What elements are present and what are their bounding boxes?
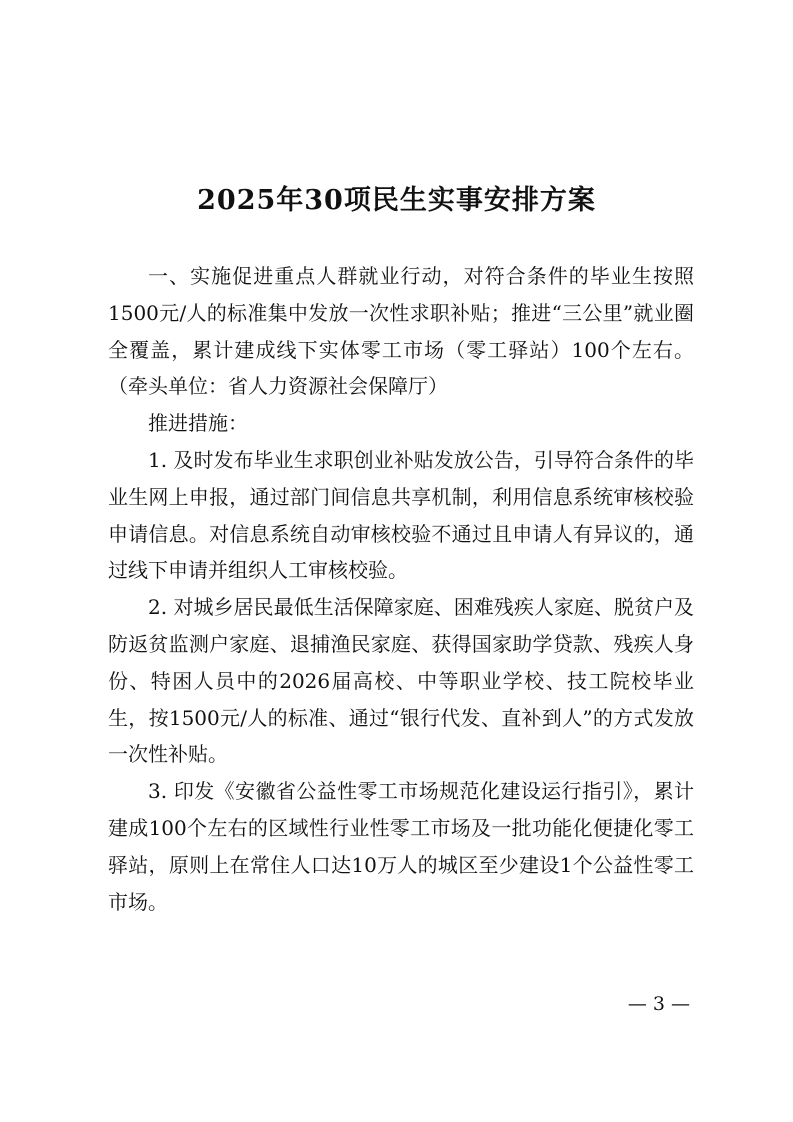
document-title: 2025年30项民生实事安排方案 [197, 185, 596, 216]
paragraph-measure-2: 2. 对城乡居民最低生活保障家庭、困难残疾人家庭、脱贫户及防返贫监测户家庭、退捕渔民家庭、获得国家助学贷款、残疾人身份、特困人员中的2026届高校、中等职业学校、技工院校毕业生，按1500元/人的标准、通过“银行代发、直补到人”的方式发放一次性补贴。 [108, 595, 694, 767]
paragraph-measures-heading: 推进措施： [148, 411, 248, 436]
page-number: — 3 — [627, 993, 690, 1015]
paragraph-item-1-intro: 一、实施促进重点人群就业行动，对符合条件的毕业生按照1500元/人的标准集中发放一次性求职补贴；推进“三公里”就业圈全覆盖，累计建成线下实体零工市场（零工驿站）100个左右。（牵头单位：省人力资源社会保障厅） [108, 264, 694, 399]
paragraph-measure-3: 3. 印发《安徽省公益性零工市场规范化建设运行指引》，累计建成100个左右的区域性行业性零工市场及一批功能化便捷化零工驿站，原则上在常住人口达10万人的城区至少建设1个公益性零工市场。 [108, 779, 694, 914]
document-body [108, 258, 694, 920]
paragraph-measure-1: 1. 及时发布毕业生求职创业补贴发放公告，引导符合条件的毕业生网上申报，通过部门间信息共享机制，利用信息系统审核校验申请信息。对信息系统自动审核校验不通过且申请人有异议的，通过线下申请并组织人工审核校验。 [108, 447, 694, 583]
